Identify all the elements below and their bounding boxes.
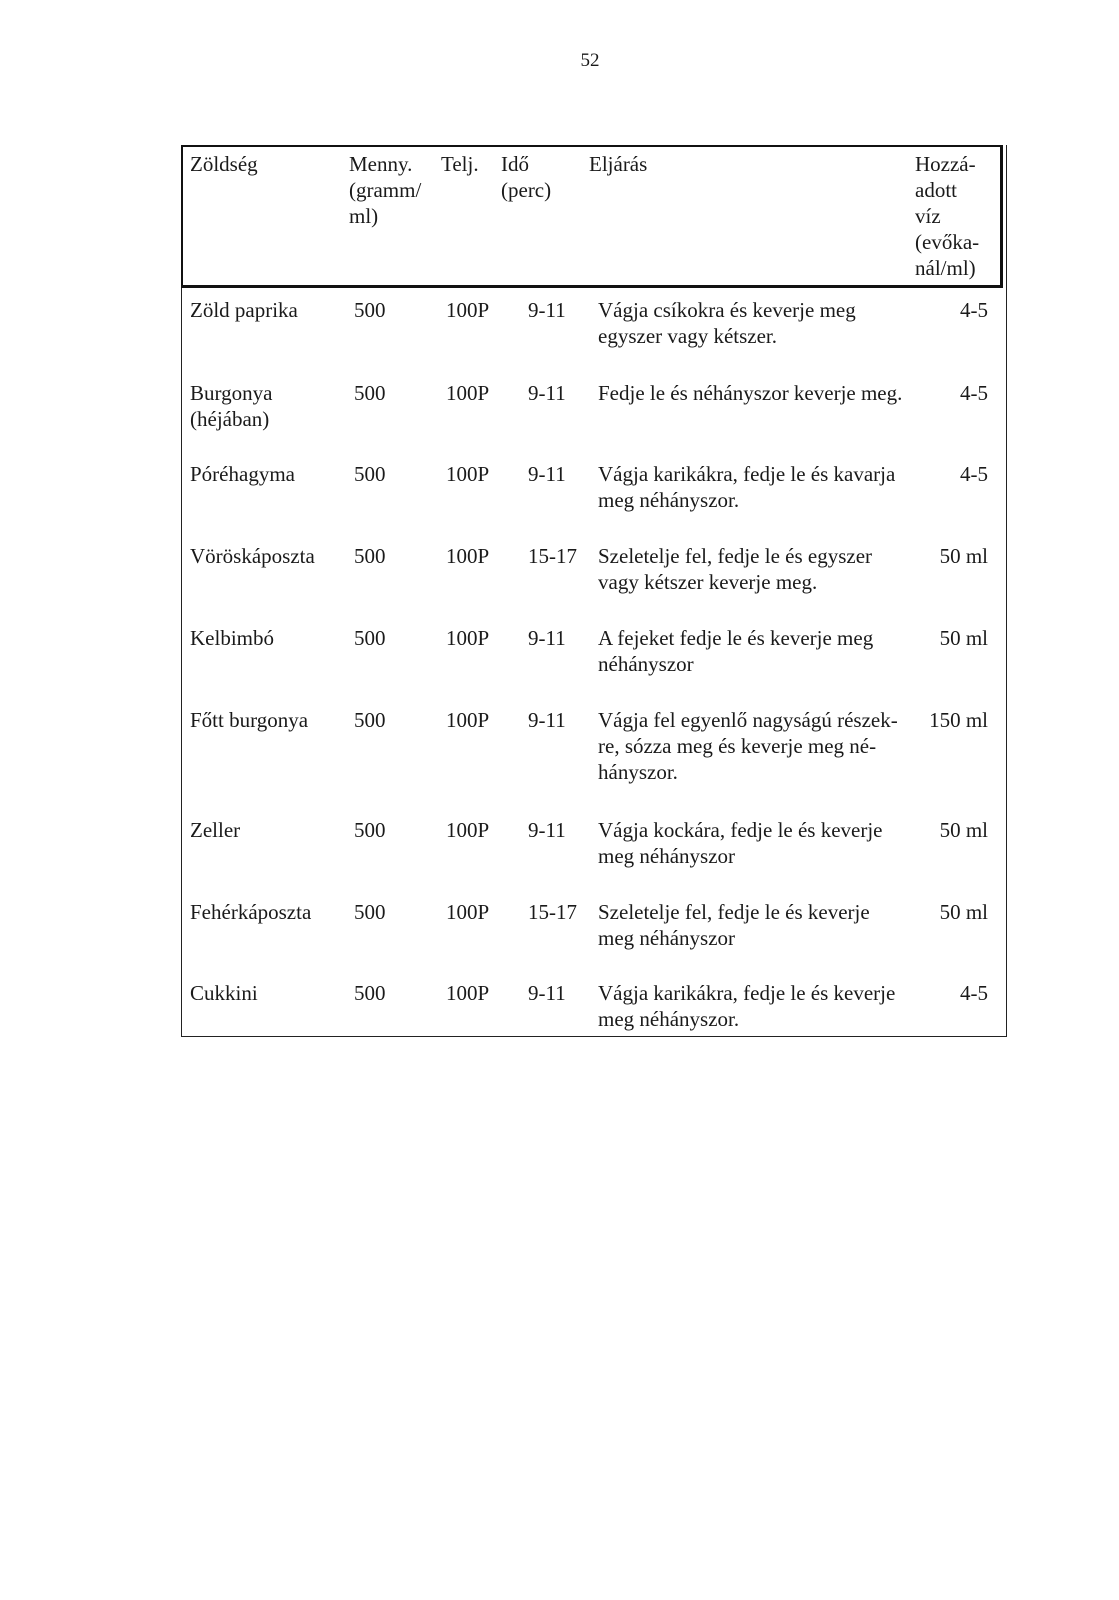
cell-water: 150 ml: [929, 708, 988, 732]
cell-time: 9-11: [528, 981, 566, 1005]
cell-power: 100P: [446, 298, 490, 322]
cell-quantity: 500: [354, 900, 386, 924]
header-vegetable: Zöldség: [190, 152, 258, 176]
cell-procedure: Fedje le és néhányszor keverje meg.: [598, 381, 903, 405]
cell-quantity: 500: [354, 626, 386, 650]
cell-vegetable: Zöld paprika: [190, 298, 298, 322]
cell-time: 15-17: [528, 544, 577, 568]
cell-power: 100P: [446, 626, 490, 650]
cell-time: 9-11: [528, 298, 566, 322]
cell-power: 100P: [446, 708, 490, 732]
cell-vegetable: Főtt burgonya: [190, 708, 309, 732]
cell-quantity: 500: [354, 462, 386, 486]
header-power: Telj.: [441, 152, 479, 176]
cell-time: 9-11: [528, 462, 566, 486]
cell-power: 100P: [446, 818, 490, 842]
cell-procedure: A fejeket fedje le és keverje meg néhányszor: [598, 626, 874, 676]
table-row: [182, 817, 1008, 897]
cell-power: 100P: [446, 900, 490, 924]
header-time: Idő (perc): [501, 152, 552, 202]
header-procedure: Eljárás: [589, 152, 648, 176]
cell-procedure: Vágja csíkokra és keverje meg egyszer vagy kétszer.: [598, 298, 856, 348]
cell-quantity: 500: [354, 381, 386, 405]
cell-water: 4-5: [960, 298, 988, 322]
cell-quantity: 500: [354, 818, 386, 842]
table-row: [182, 543, 1008, 623]
cell-quantity: 500: [354, 544, 386, 568]
table-row: [182, 980, 1008, 1060]
page-number: 52: [580, 50, 600, 71]
cell-power: 100P: [446, 544, 490, 568]
header-quantity: Menny. (gramm/ ml): [349, 152, 422, 228]
cell-water: 50 ml: [939, 626, 988, 650]
cell-vegetable: Póréhagyma: [190, 462, 295, 486]
cell-vegetable: Cukkini: [190, 981, 258, 1005]
cell-time: 9-11: [528, 626, 566, 650]
table-row: [182, 297, 1008, 377]
cell-water: 4-5: [960, 381, 988, 405]
table-row: [182, 625, 1008, 705]
cell-procedure: Szeletelje fel, fedje le és egyszer vagy kétszer keverje meg.: [598, 544, 873, 594]
cell-procedure: Vágja karikákra, fedje le és kavarja meg néhányszor.: [598, 462, 896, 512]
cell-power: 100P: [446, 981, 490, 1005]
cell-procedure: Szeletelje fel, fedje le és keverje meg néhányszor: [598, 900, 870, 950]
cell-procedure: Vágja karikákra, fedje le és keverje meg néhányszor.: [598, 981, 896, 1031]
cooking-table: [181, 145, 1007, 1037]
header-water: Hozzá- adott víz (evőka- nál/ml): [915, 152, 980, 280]
cell-time: 9-11: [528, 708, 566, 732]
cell-quantity: 500: [354, 981, 386, 1005]
cell-water: 50 ml: [939, 544, 988, 568]
cell-vegetable: Kelbimbó: [190, 626, 274, 650]
table-row: [182, 380, 1008, 460]
cell-time: 15-17: [528, 900, 577, 924]
cell-vegetable: Burgonya (héjában): [190, 381, 273, 431]
cell-power: 100P: [446, 381, 490, 405]
cell-vegetable: Vöröskáposzta: [190, 544, 315, 568]
table-row: [182, 461, 1008, 541]
table-header: [181, 145, 1003, 288]
cell-time: 9-11: [528, 818, 566, 842]
cell-water: 4-5: [960, 981, 988, 1005]
cell-procedure: Vágja kockára, fedje le és keverje meg néhányszor: [598, 818, 883, 868]
cell-vegetable: Zeller: [190, 818, 241, 842]
cell-procedure: Vágja fel egyenlő nagyságú részek- re, sózza meg és keverje meg né- hányszor.: [598, 708, 898, 784]
cell-water: 4-5: [960, 462, 988, 486]
cell-power: 100P: [446, 462, 490, 486]
cell-vegetable: Fehérkáposzta: [190, 900, 312, 924]
cell-quantity: 500: [354, 708, 386, 732]
cell-water: 50 ml: [939, 818, 988, 842]
cell-time: 9-11: [528, 381, 566, 405]
cell-water: 50 ml: [939, 900, 988, 924]
cell-quantity: 500: [354, 298, 386, 322]
table-row: [182, 707, 1008, 787]
table-row: [182, 899, 1008, 979]
